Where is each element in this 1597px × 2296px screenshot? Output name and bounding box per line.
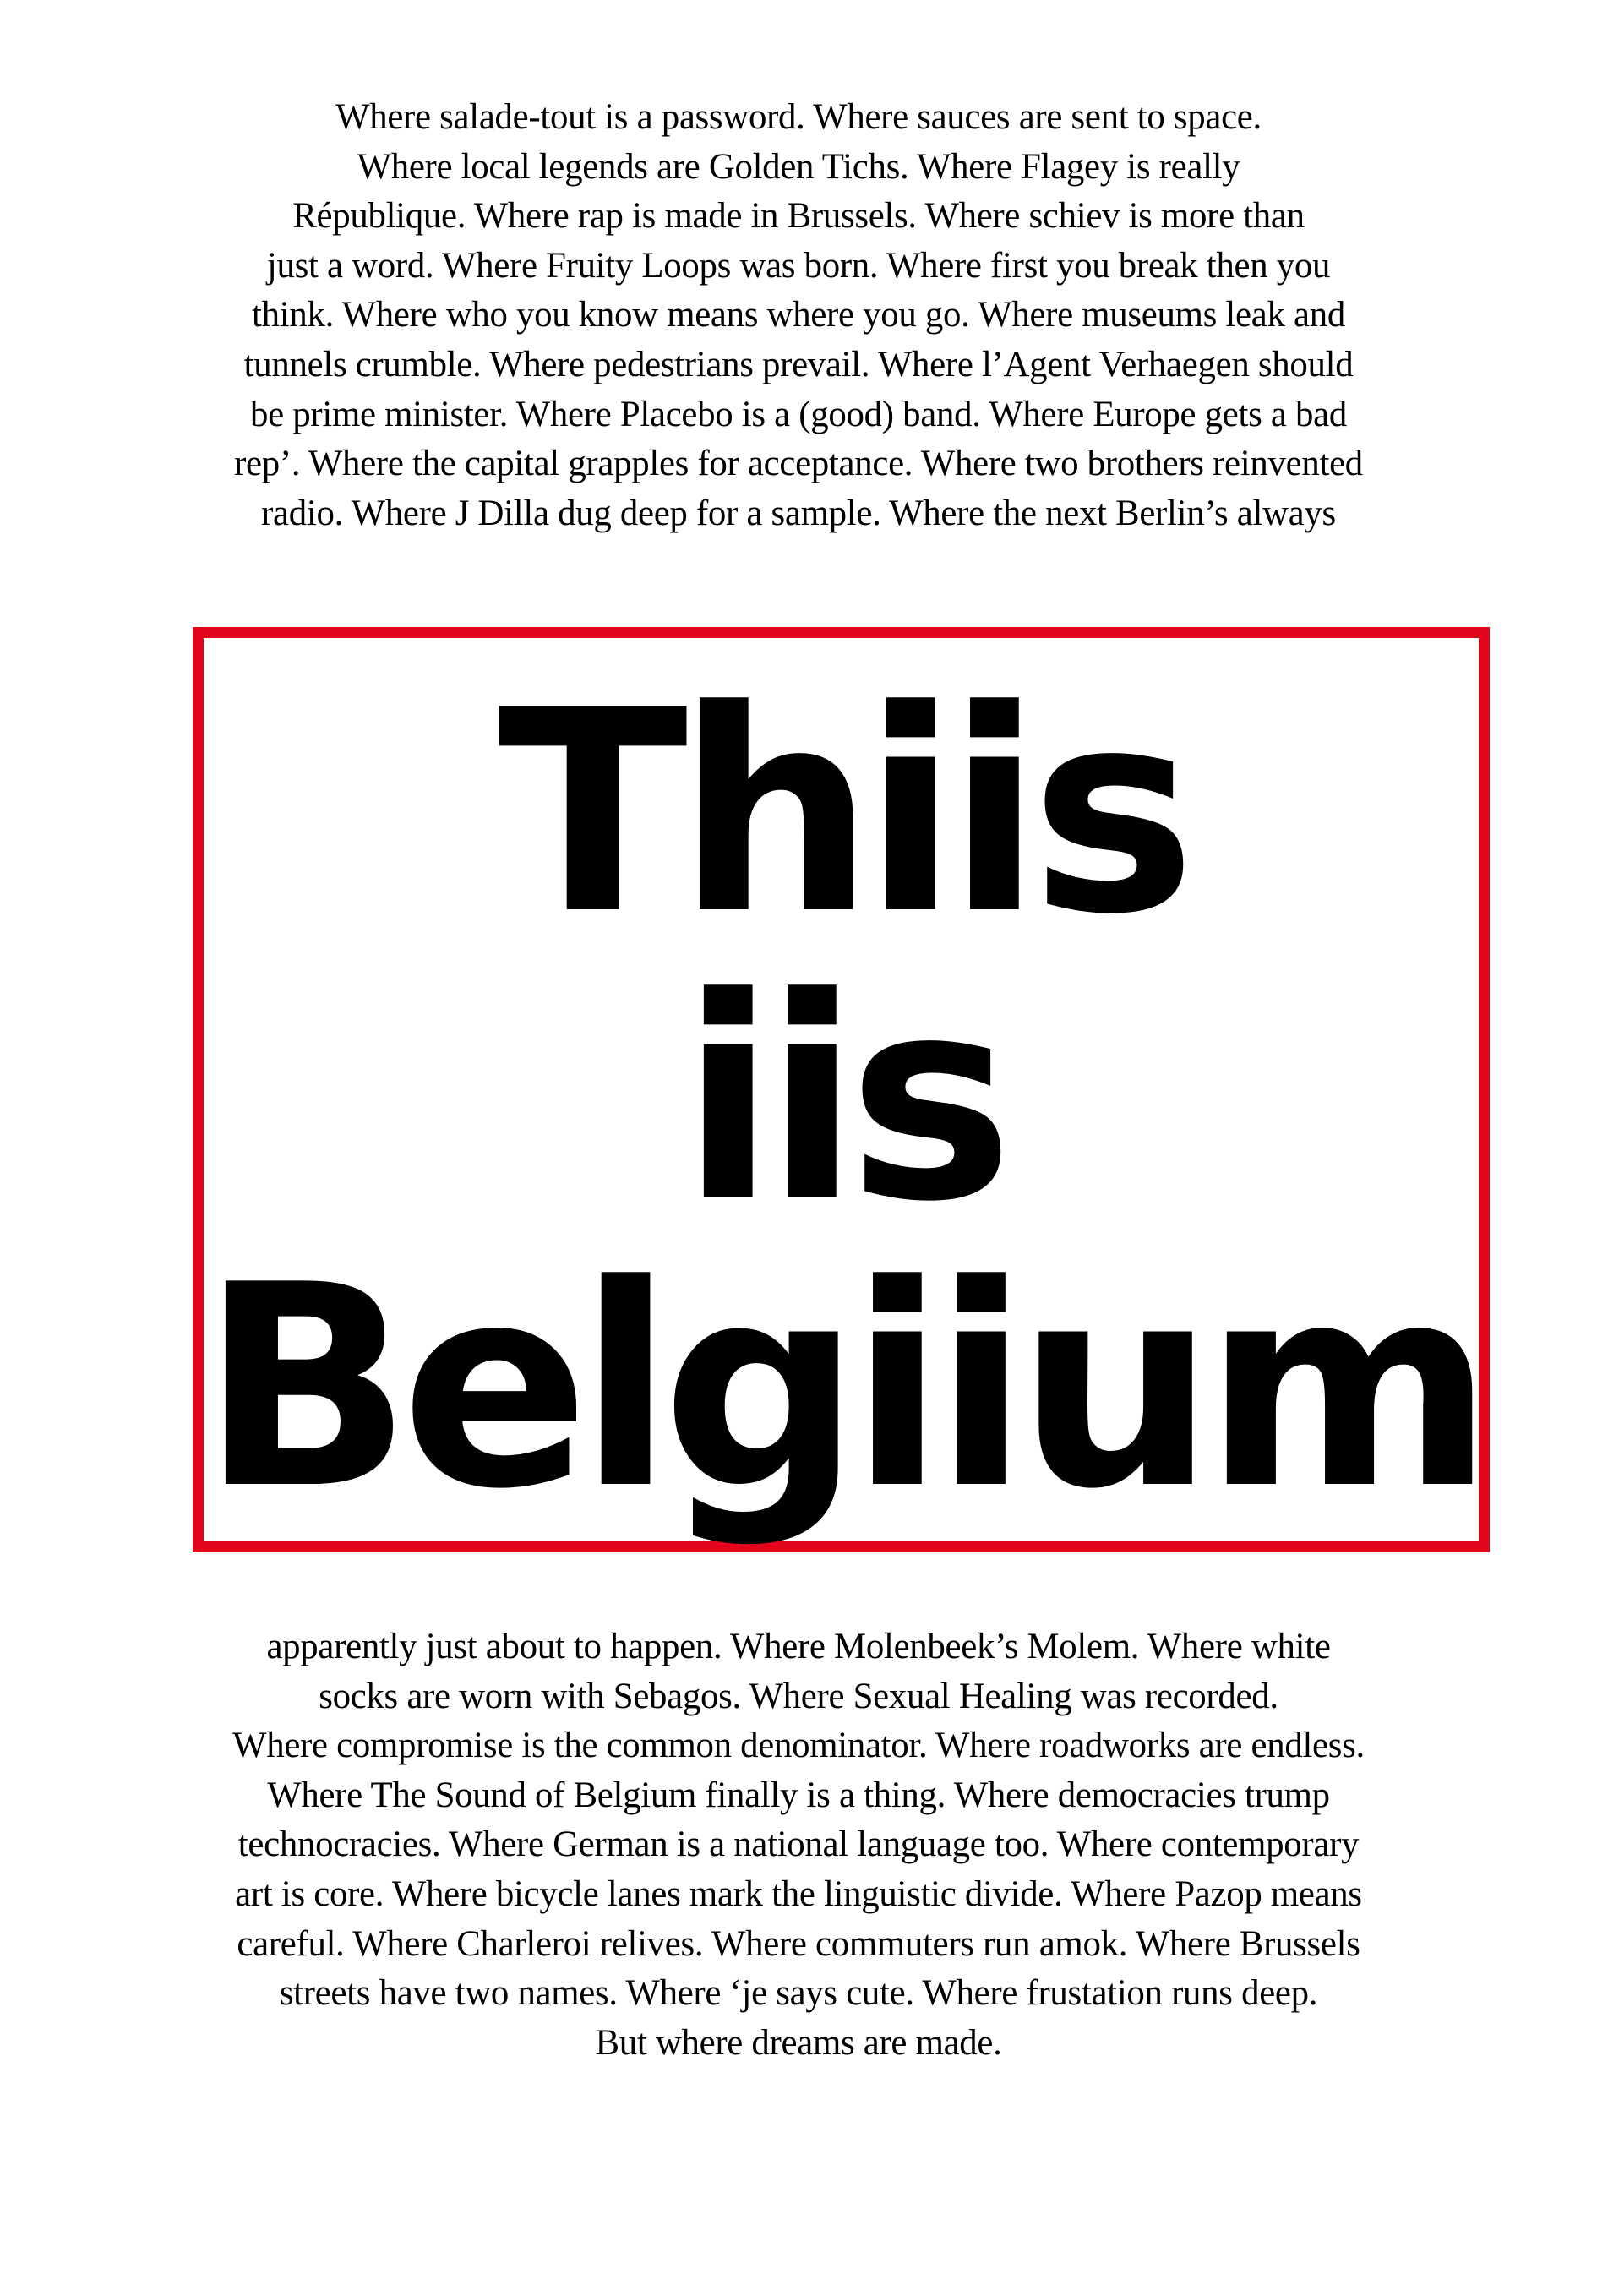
headline-line-1: Thiis xyxy=(498,651,1185,975)
outro-line: apparently just about to happen. Where Molenbeek’s Molem. Where white xyxy=(266,1627,1331,1666)
intro-line: tunnels crumble. Where pedestrians prevail. Where l’Agent Verhaegen should xyxy=(243,344,1354,384)
outro-line: Where compromise is the common denominator. Where roadworks are endless. xyxy=(232,1726,1365,1766)
headline-line-2: iis xyxy=(680,938,1002,1263)
intro-line: radio. Where J Dilla dug deep for a sample. Where the next Berlin’s always xyxy=(261,493,1336,533)
intro-line: République. Where rap is made in Brussels. Where schiev is more than xyxy=(292,196,1305,237)
intro-line: think. Where who you know means where you go. Where museums leak and xyxy=(252,295,1345,335)
intro-line: rep’. Where the capital grapples for acceptance. Where two brothers reinvented xyxy=(234,444,1363,484)
headline-line-3: Belgiium xyxy=(199,1225,1483,1550)
headline xyxy=(193,627,1490,1550)
intro-line: just a word. Where Fruity Loops was born. Where first you break then you xyxy=(266,245,1331,286)
outro-line: technocracies. Where German is a national language too. Where contemporary xyxy=(237,1824,1360,1865)
intro-paragraph xyxy=(0,93,1597,538)
outro-line: Where The Sound of Belgium finally is a thing. Where democracies trump xyxy=(267,1775,1330,1815)
intro-line: Where salade-tout is a password. Where sauces are sent to space. xyxy=(335,97,1262,137)
outro-line: But where dreams are made. xyxy=(595,2022,1002,2063)
outro-line: streets have two names. Where ‘je says cute. Where frustation runs deep. xyxy=(279,1973,1318,2014)
outro-line: careful. Where Charleroi relives. Where commuters run amok. Where Brussels xyxy=(237,1923,1360,1964)
outro-line: art is core. Where bicycle lanes mark the linguistic divide. Where Pazop means xyxy=(235,1873,1362,1914)
outro-line: socks are worn with Sebagos. Where Sexual Healing was recorded. xyxy=(319,1676,1278,1716)
outro-paragraph xyxy=(0,1622,1597,2068)
intro-line: be prime minister. Where Placebo is a (good) band. Where Europe gets a bad xyxy=(250,394,1347,434)
intro-line: Where local legends are Golden Tichs. Where Flagey is really xyxy=(357,146,1240,187)
